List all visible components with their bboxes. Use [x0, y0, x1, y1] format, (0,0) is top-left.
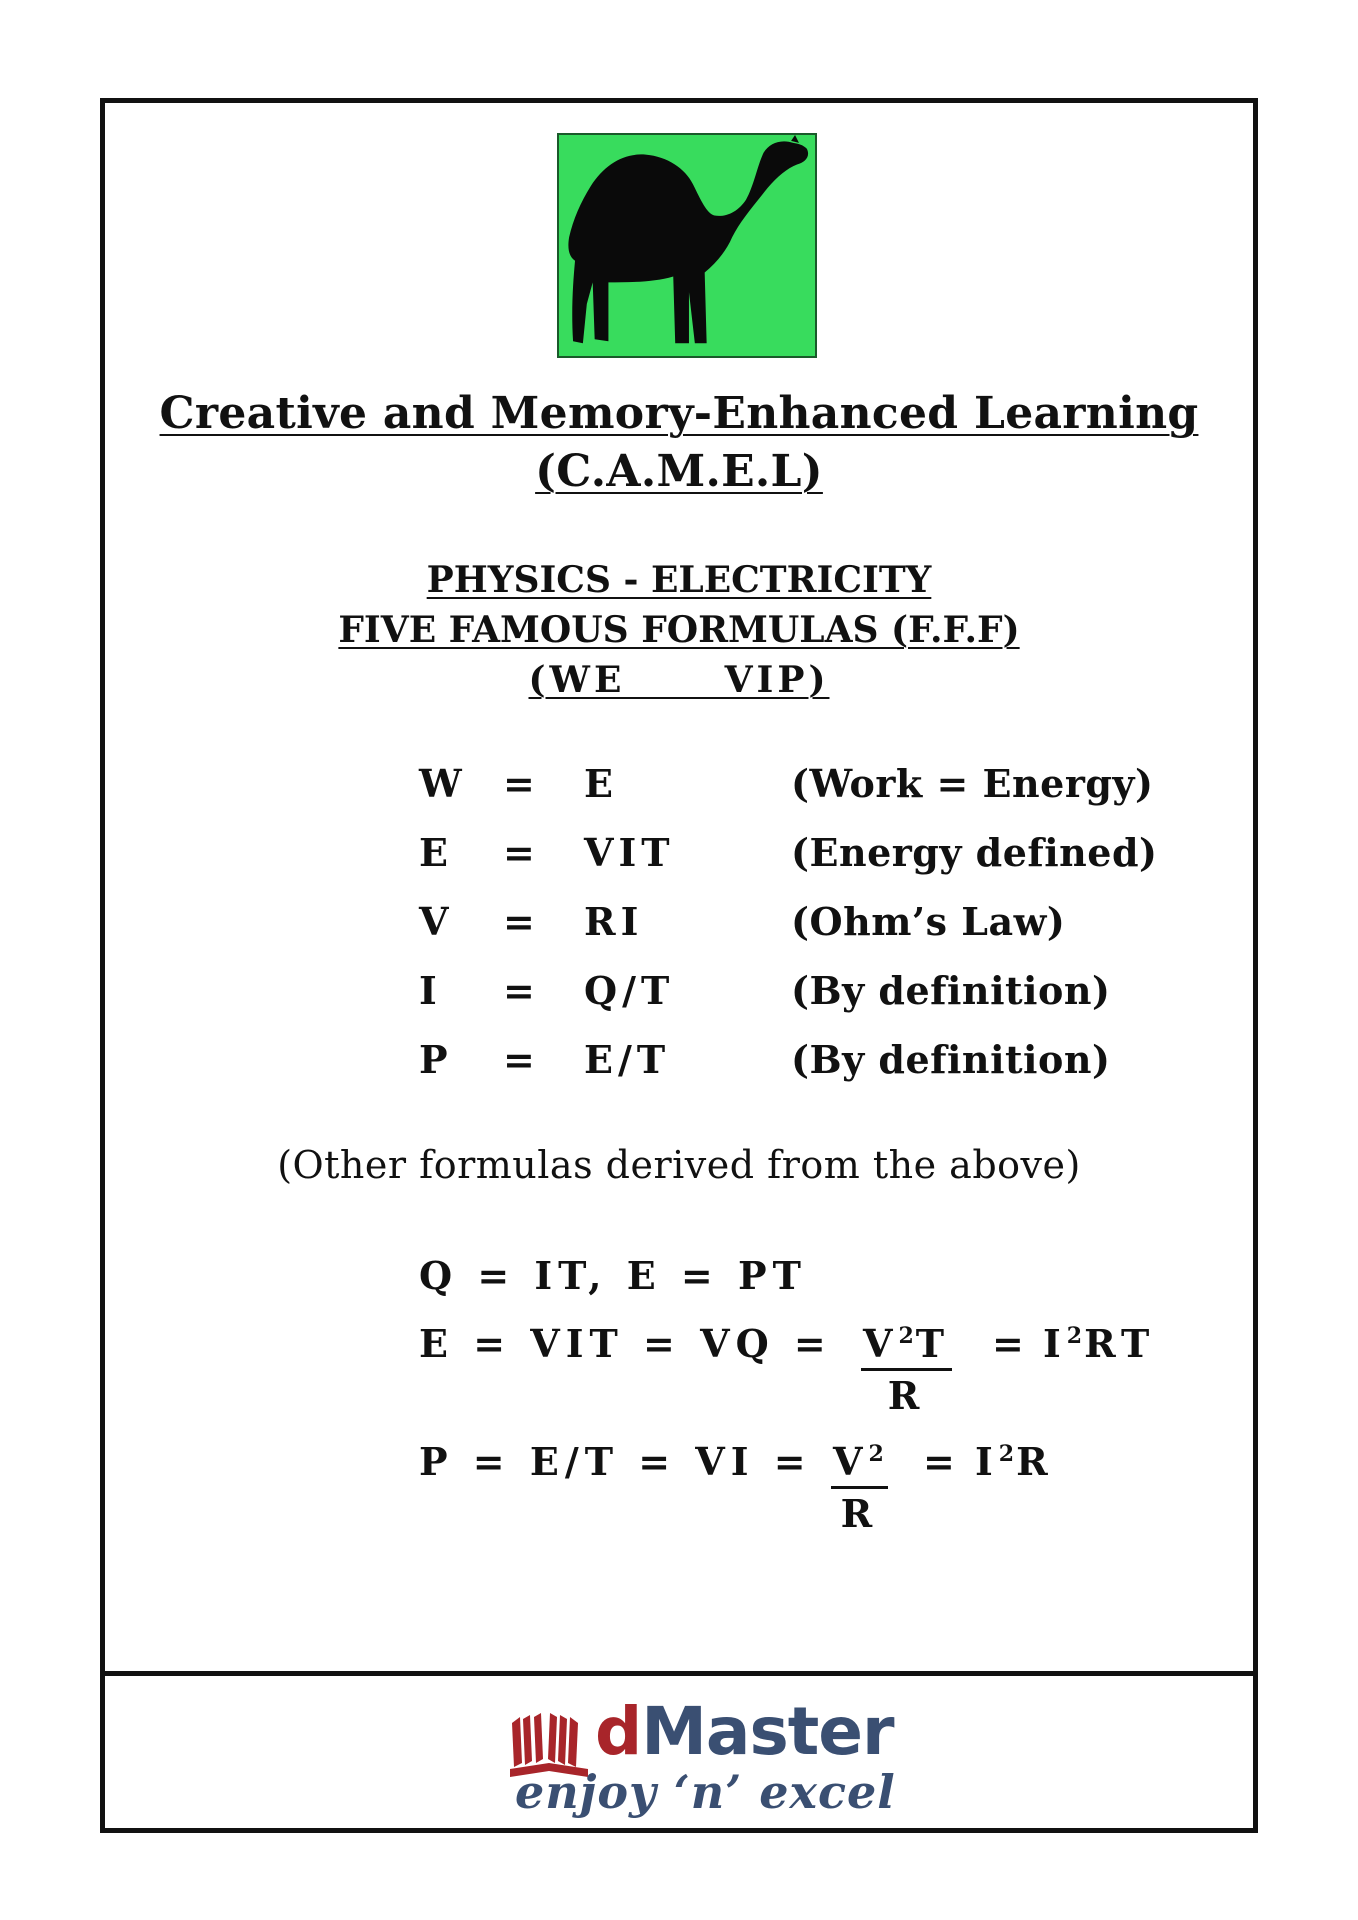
equals-sign: =: [923, 1439, 961, 1484]
brand-name: [595, 1693, 894, 1770]
formula-rhs: E: [584, 761, 618, 806]
page-title: [105, 385, 1253, 501]
derived-formula-tail: $I^2RT$: [1043, 1321, 1156, 1366]
derived-note: (Other formulas derived from the above): [277, 1143, 1081, 1187]
fraction-v2-over-r: [831, 1439, 888, 1536]
formula-rhs: RI: [584, 899, 644, 944]
derived-formula-text: P = E/T = VI =: [419, 1439, 812, 1484]
formula-equals: =: [503, 968, 535, 1013]
fraction-numerator: $V^2T$: [861, 1321, 952, 1371]
formula-lhs: V: [419, 899, 449, 944]
formula-equals: =: [503, 899, 535, 944]
formula-note: (Ohm’s Law): [791, 899, 1066, 944]
formula-equals: =: [503, 1037, 535, 1082]
subtitle-line-3: (WE VIP): [528, 659, 830, 701]
formula-note: (By definition): [791, 968, 1111, 1013]
brand-footer: [105, 1683, 1253, 1833]
camel-silhouette-icon: [559, 135, 815, 356]
camel-logo: [557, 133, 817, 358]
formula-note: (Work = Energy): [791, 761, 1154, 806]
formula-rhs: E/T: [584, 1037, 671, 1082]
document-frame: [100, 98, 1258, 1833]
formula-equals: =: [503, 830, 535, 875]
formula-lhs: W: [419, 761, 462, 806]
derived-formula-text: E = VIT = VQ =: [419, 1321, 832, 1366]
subtitle-line-1: PHYSICS - ELECTRICITY: [426, 559, 932, 601]
brand-name-d: d: [595, 1693, 642, 1770]
formula-equals: =: [503, 761, 535, 806]
derived-formula-tail: $I^2R$: [975, 1439, 1054, 1484]
equals-sign: =: [992, 1321, 1030, 1366]
formula-rhs: VIT: [584, 830, 675, 875]
fraction-denominator: R: [887, 1373, 926, 1418]
footer-divider: [105, 1671, 1253, 1676]
title-line-2: (C.A.M.E.L): [535, 446, 823, 497]
subtitle-line-2: FIVE FAMOUS FORMULAS (F.F.F): [338, 609, 1020, 651]
formula-rhs: Q/T: [584, 968, 675, 1013]
formula-note: (By definition): [791, 1037, 1111, 1082]
fraction-numerator: $V^2$: [831, 1439, 888, 1489]
page-subtitle: [105, 555, 1253, 705]
title-line-1: Creative and Memory-Enhanced Learning: [159, 388, 1199, 439]
brand-name-rest: Master: [641, 1693, 894, 1770]
fraction-denominator: R: [840, 1491, 879, 1536]
formula-lhs: I: [419, 968, 437, 1013]
brand-tagline: enjoy ‘n’ excel: [515, 1765, 896, 1819]
derived-formula-text: Q = IT, E = PT: [419, 1253, 807, 1298]
formula-note: (Energy defined): [791, 830, 1158, 875]
formula-lhs: P: [419, 1037, 448, 1082]
fraction-v2t-over-r: [861, 1321, 952, 1418]
formula-lhs: E: [419, 830, 448, 875]
